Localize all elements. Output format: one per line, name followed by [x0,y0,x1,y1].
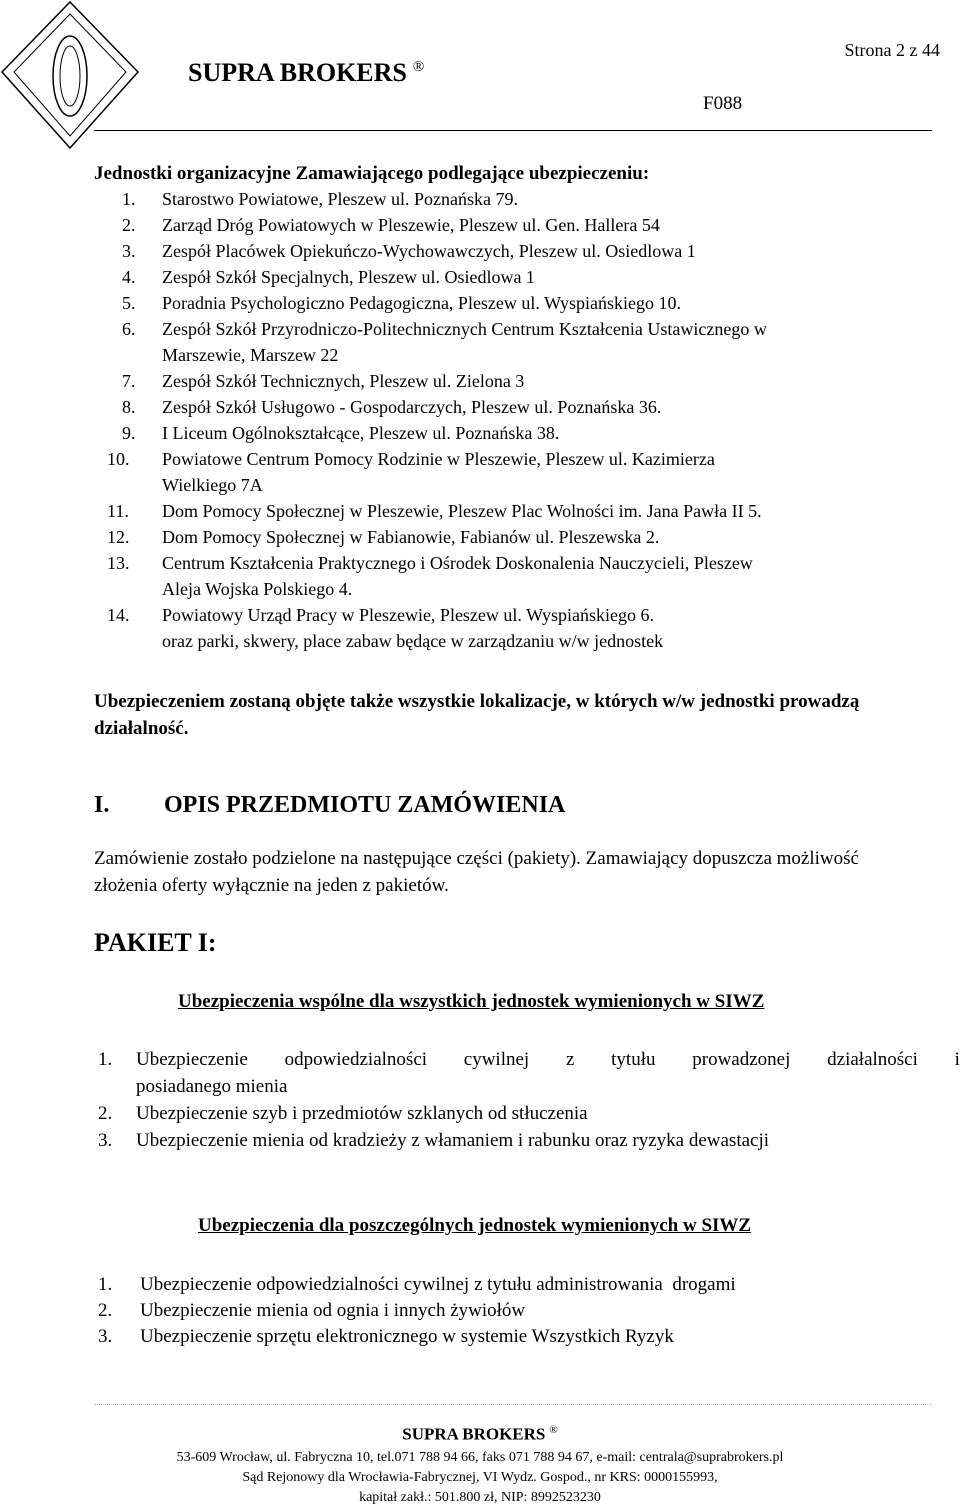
common-insurance-heading: Ubezpieczenia wspólne dla wszystkich jednostek wymienionych w SIWZ [178,991,765,1012]
footer-court-registration: Sąd Rejonowy dla Wrocławia-Fabrycznej, VI Wydz. Gospod., nr KRS: 0000155993, [242,1470,718,1485]
parks-line: oraz parki, skwery, place zabaw będące w zarządzaniu w/w jednostek [162,631,664,651]
list-item: 3. Ubezpieczenie mienia od kradzieży z włamaniem i rabunku oraz ryzyka dewastacji [98,1130,770,1151]
list-item: 2. Zarząd Dróg Powiatowych w Pleszewie, Pleszew ul. Gen. Hallera 54 [122,215,660,235]
document-code: F088 [703,93,743,114]
section-intro: Zamówienie zostało podzielone na następujące części (pakiety). Zamawiający dopuszcza możliwość złożenia oferty wyłącznie na jeden z pakietów. [94,848,859,896]
company-logo [0,0,140,150]
pakiet-title: PAKIET I: [94,928,217,957]
footer-capital-nip: kapitał zakł.: 501.800 zł, NIP: 8992523230 [359,1490,601,1505]
list-item: 8. Zespół Szkół Usługowo - Gospodarczych, Pleszew ul. Poznańska 36. [122,397,662,417]
coverage-note: Ubezpieczeniem zostaną objęte także wszystkie lokalizacje, w których w/w jednostki prowadzą działalność. [94,691,860,739]
list-item: 9. I Liceum Ogólnokształcące, Pleszew ul. Poznańska 38. [122,423,560,443]
common-insurance-list [94,1046,960,1154]
list-item: 10. Powiatowe Centrum Pomocy Rodzinie w Pleszewie, Pleszew ul. Kazimierza Wielkiego 7A [107,449,715,495]
list-item: 11. Dom Pomocy Społecznej w Pleszewie, Pleszew Plac Wolności im. Jana Pawła II 5. [107,501,762,521]
list-item: 4. Zespół Szkół Specjalnych, Pleszew ul. Osiedlowa 1 [122,267,535,287]
brand-name: SUPRA BROKERS ® [188,58,425,87]
registered-mark: ® [412,59,425,76]
list-item: 12. Dom Pomocy Społecznej w Fabianowie, Fabianów ul. Pleszewska 2. [107,527,660,547]
list-item: 5. Poradnia Psychologiczno Pedagogiczna, Pleszew ul. Wyspiańskiego 10. [122,293,681,313]
footer-address: 53-609 Wrocław, ul. Fabryczna 10, tel.071 788 94 66, faks 071 788 94 67, e-mail: centrala@suprabrokers.pl [176,1450,784,1465]
list-item: 3. Ubezpieczenie sprzętu elektronicznego w systemie Wszystkich Ryzyk [98,1326,674,1347]
section-number: I. [94,792,110,818]
list-item: 2. Ubezpieczenie mienia od ognia i innych żywiołów [98,1300,526,1321]
list-item: 1. Ubezpieczenie odpowiedzialności cywilnej z tytułu prowadzonej działalności i posiadanego mienia [94,1046,960,1100]
header-divider [94,130,932,131]
specific-insurance-list [94,1272,954,1350]
list-item: 7. Zespół Szkół Technicznych, Pleszew ul. Zielona 3 [122,371,525,391]
list-item: 3. Zespół Placówek Opiekuńczo-Wychowawczych, Pleszew ul. Osiedlowa 1 [122,241,696,261]
list-item: 1. Ubezpieczenie odpowiedzialności cywilnej z tytułu administrowania drogami [98,1274,736,1295]
list-item: 1. Starostwo Powiatowe, Pleszew ul. Poznańska 79. [122,189,518,209]
units-heading: Jednostki organizacyjne Zamawiającego podlegające ubezpieczeniu: [94,163,650,184]
list-item: 13. Centrum Kształcenia Praktycznego i Ośrodek Doskonalenia Nauczycieli, Pleszew Aleja Wojska Polskiego 4. [107,553,753,599]
units-list [94,186,939,654]
justified-line: Ubezpieczenie odpowiedzialności cywilnej z tytułu prowadzonej działalności i [136,1049,960,1070]
page-number: Strona 2 z 44 [844,40,940,60]
specific-insurance-heading: Ubezpieczenia dla poszczególnych jednostek wymienionych w SIWZ [198,1215,752,1236]
footer-brand: SUPRA BROKERS ® [402,1424,558,1444]
section-title: OPIS PRZEDMIOTU ZAMÓWIENIA [164,792,566,818]
list-item: 14. Powiatowy Urząd Pracy w Pleszewie, Pleszew ul. Wyspiańskiego 6. [107,605,654,625]
list-item: 6. Zespół Szkół Przyrodniczo-Politechnicznych Centrum Kształcenia Ustawicznego w Marszewie, Marszew 22 [122,319,767,365]
list-item: 2. Ubezpieczenie szyb i przedmiotów szklanych od stłuczenia [98,1103,588,1124]
footer-registered-mark: ® [549,1424,558,1436]
footer-divider [94,1404,932,1405]
